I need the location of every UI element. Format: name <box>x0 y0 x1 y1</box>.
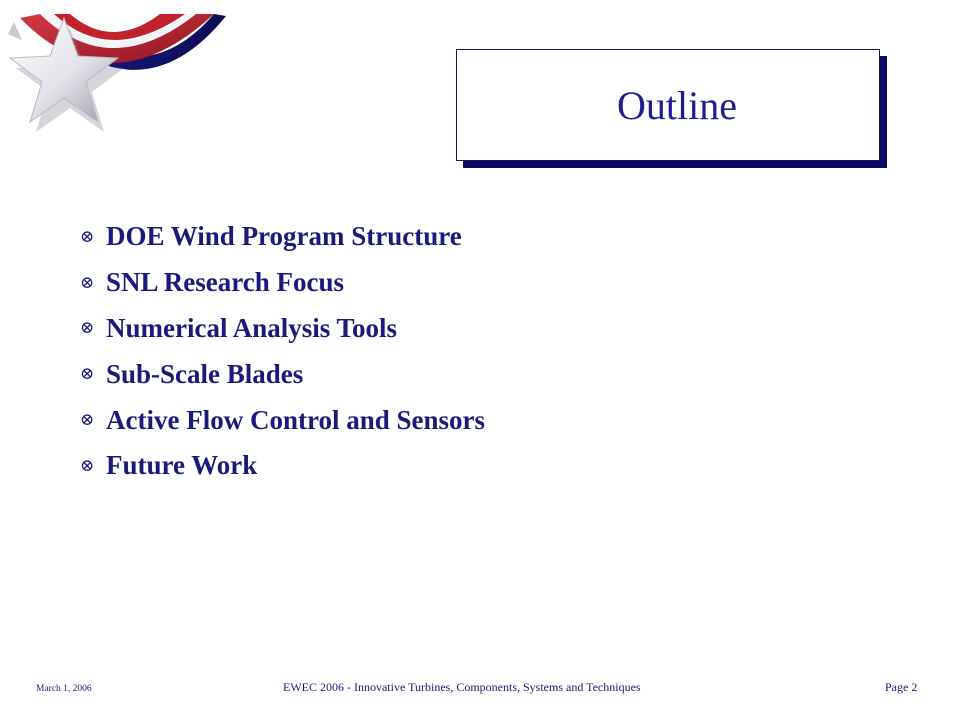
list-item <box>80 397 485 443</box>
list-item-text: Numerical Analysis Tools <box>106 312 398 343</box>
list-item <box>80 351 485 397</box>
bullet-icon: ⊗ <box>80 364 95 384</box>
footer-conference: EWEC 2006 - Innovative Turbines, Components, Systems and Techniques <box>283 680 641 694</box>
bullet-icon: ⊗ <box>80 272 95 292</box>
footer-date: March 1, 2006 <box>36 684 92 694</box>
list-item-text: Sub-Scale Blades <box>106 358 304 389</box>
list-item-text: Active Flow Control and Sensors <box>106 404 486 435</box>
outline-list <box>80 214 485 489</box>
slide-title: Outline <box>617 82 737 128</box>
list-item <box>80 214 485 260</box>
list-item <box>80 260 485 306</box>
bullet-icon: ⊗ <box>80 318 95 338</box>
footer-page-number: Page 2 <box>885 680 918 694</box>
star-swoosh-logo <box>0 0 240 150</box>
list-item <box>80 306 485 352</box>
list-item <box>80 443 485 489</box>
list-item-text: DOE Wind Program Structure <box>106 221 462 252</box>
title-box <box>456 49 880 161</box>
list-item-text: Future Work <box>106 450 258 481</box>
bullet-icon: ⊗ <box>80 226 95 246</box>
bullet-icon: ⊗ <box>80 455 95 475</box>
list-item-text: SNL Research Focus <box>106 267 345 298</box>
bullet-icon: ⊗ <box>80 410 95 430</box>
